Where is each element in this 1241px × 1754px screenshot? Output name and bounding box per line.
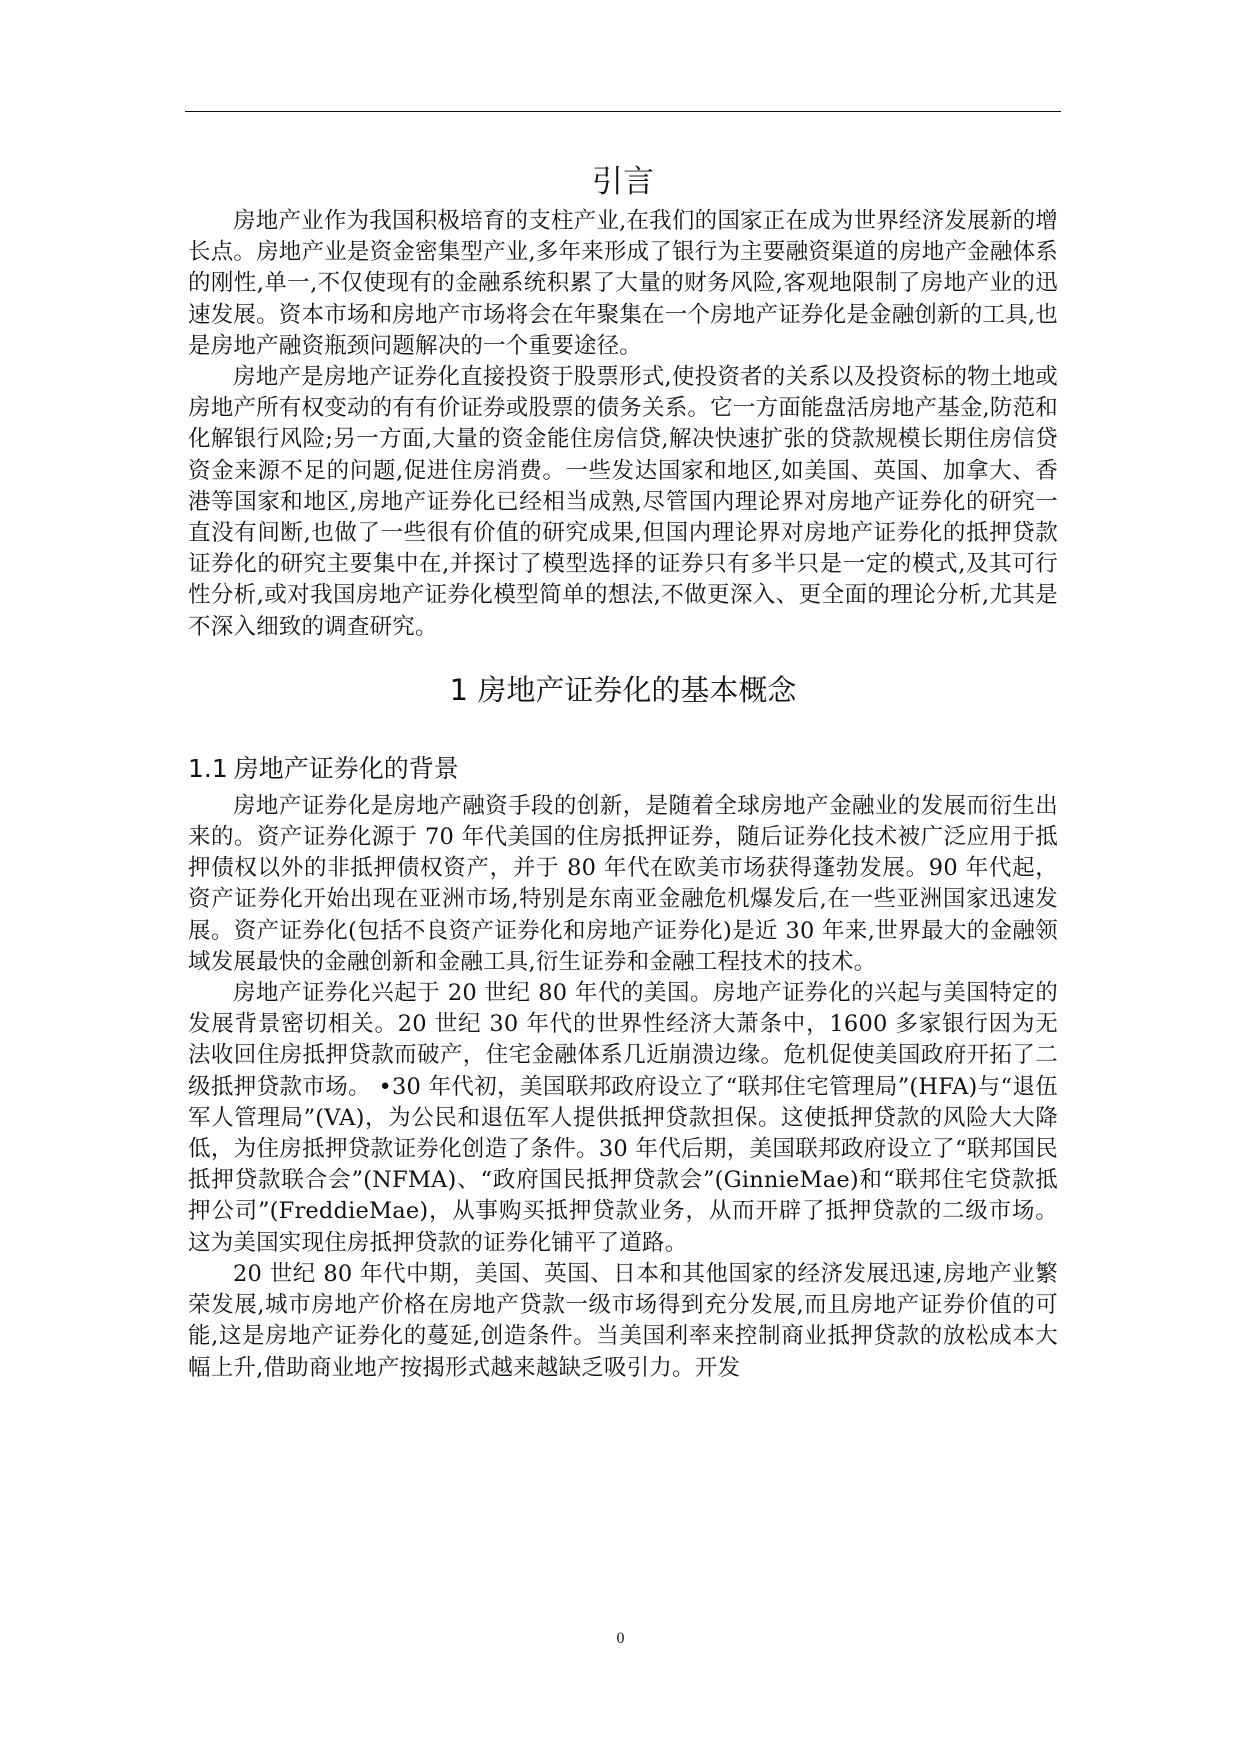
introduction-paragraph: 房地产是房地产证券化直接投资于股票形式,使投资者的关系以及投资标的物土地或房地产所有权变动的有有价证券或股票的债务关系。它一方面能盘活房地产基金,防范和化解银行风险;另一方面,大量的资金能住房信贷,解决快速扩张的贷款规模长期住房信贷资金来源不足的问题,促进住房消费。一些发达国家和地区,如美国、英国、加拿大、香港等国家和地区,房地产证券化已经相当成熟,尽管国内理论界对房地产证券化的研究一直没有间断,也做了一些很有价值的研究成果,但国内理论界对房地产证券化的抵押贷款证券化的研究主要集中在,并探讨了模型选择的证券只有多半只是一定的模式,及其可行性分析,或对我国房地产证券化模型简单的想法,不做更深入、更全面的理论分析,尤其是不深入细致的调查研究。: [188, 364, 1058, 640]
page-content: [188, 158, 1058, 1384]
introduction-paragraph: 房地产业作为我国积极培育的支柱产业,在我们的国家正在成为世界经济发展新的增长点。房地产业是资金密集型产业,多年来形成了银行为主要融资渠道的房地产金融体系的刚性,单一,不仅使现有的金融系统积累了大量的财务风险,客观地限制了房地产业的迅速发展。资本市场和房地产市场将会在年聚集在一个房地产证券化是金融创新的工具,也是房地产融资瓶颈问题解决的一个重要途径。: [188, 208, 1058, 359]
page-number: 0: [616, 1630, 625, 1647]
section-title-text: 房地产证券化的背景: [233, 753, 459, 783]
section-title: [188, 747, 1058, 791]
section-paragraph: 20 世纪 80 年代中期，美国、英国、日本和其他国家的经济发展迅速,房地产业繁荣发展,城市房地产价格在房地产贷款一级市场得到充分发展,而且房地产证券价值的可能,这是房地产证券化的蔓延,创造条件。当美国利率来控制商业抵押贷款的放松成本大幅上升,借助商业地产按揭形式越来越缺乏吸引力。开发: [188, 1260, 1058, 1381]
header-rule: [185, 111, 1061, 112]
section-paragraph: 房地产证券化是房地产融资手段的创新，是随着全球房地产金融业的发展而衍生出来的。资产证券化源于 70 年代美国的住房抵押证券，随后证券化技术被广泛应用于抵押债权以外的非抵押债权资产，并于 80 年代在欧美市场获得蓬勃发展。90 年代起，资产证券化开始出现在亚洲市场,特别是东南亚金融危机爆发后,在一些亚洲国家迅速发展。资产证券化(包括不良资产证券化和房地产证券化)是近 30 年来,世界最大的金融领域发展最快的金融创新和金融工具,衍生证券和金融工程技术的技术。: [188, 792, 1058, 975]
chapter-title: 1 房地产证券化的基本概念: [449, 672, 797, 707]
introduction-title: 引言: [592, 164, 654, 200]
section-paragraph: 房地产证券化兴起于 20 世纪 80 年代的美国。房地产证券化的兴起与美国特定的发展背景密切相关。20 世纪 30 年代的世界性经济大萧条中，1600 多家银行因为无法收回住房抵押贷款而破产，住宅金融体系几近崩溃边缘。危机促使美国政府开拓了二级抵押贷款市场。 •30 年代初，美国联邦政府设立了“联邦住宅管理局”(HFA)与“退伍军人管理局”(VA)，为公民和退伍军人提供抵押贷款担保。这使抵押贷款的风险大大降低，为住房抵押贷款证券化创造了条件。30 年代后期，美国联邦政府设立了“联邦国民抵押贷款联合会”(NFMA)、“政府国民抵押贷款会”(GinnieMae)和“联邦住宅贷款抵押公司”(FreddieMae)，从事购买抵押贷款业务，从而开辟了抵押贷款的二级市场。这为美国实现住房抵押贷款的证券化铺平了道路。: [188, 980, 1058, 1256]
section-number: 1.1: [188, 753, 228, 783]
